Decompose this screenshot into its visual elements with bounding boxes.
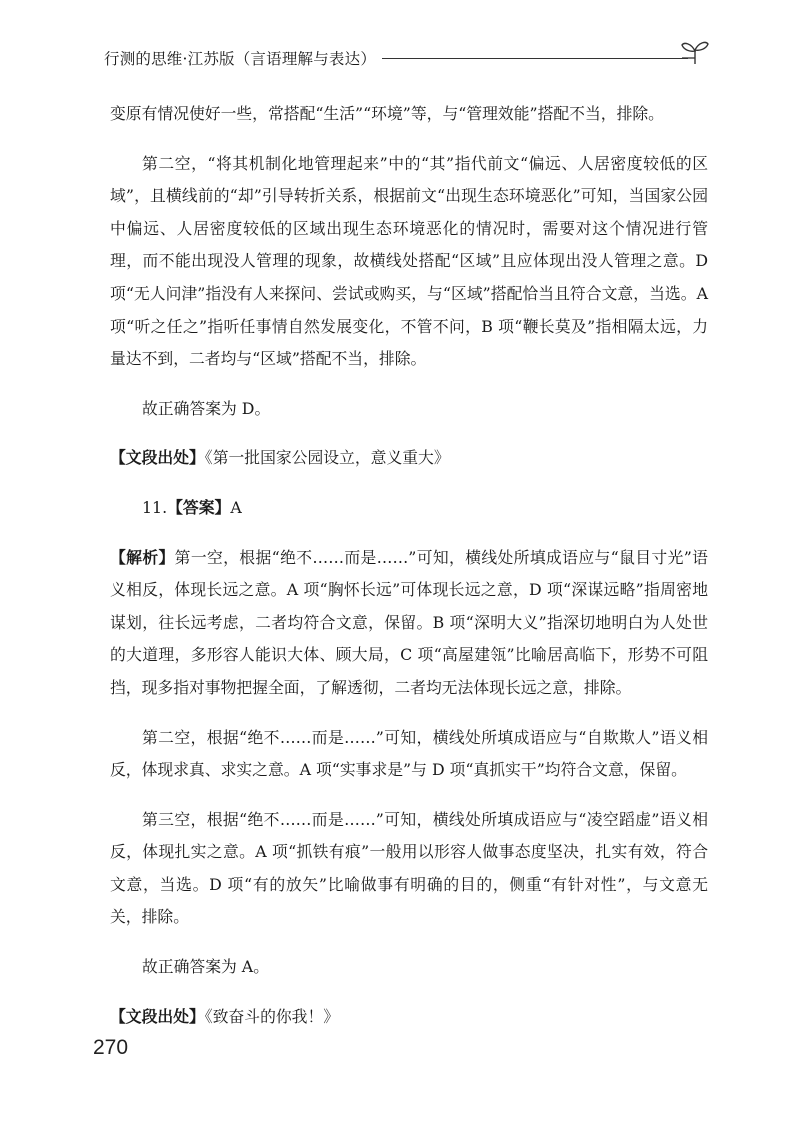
running-header (104, 38, 710, 74)
question-number: 11. (142, 497, 168, 517)
source-title: 《致奋斗的你我！》 (204, 1006, 340, 1026)
paragraph-second-blank-q10 (110, 148, 708, 376)
question-11-answer (110, 492, 708, 525)
paragraph-continuation (110, 98, 708, 131)
analysis-label: 【解析】 (110, 547, 175, 567)
answer-line-q10 (110, 393, 708, 426)
source-line-q10 (110, 442, 708, 475)
source-line-q11 (110, 1001, 708, 1034)
analysis-first-blank-q11 (110, 542, 708, 705)
source-label: 【文段出处】 (110, 1006, 205, 1026)
page-number: 270 (93, 1036, 129, 1059)
paragraph-text: 第三空，根据“绝不……而是……”可知，横线处所填成语应与“凌空蹈虚”语义相反，体现扎实之意。A 项“抓铁有痕”一般用以形容人做事态度坚决，扎实有效，符合文意，当选。D 项“有的放矢”比喻做事有明确的目的，侧重“有针对性”，与文意无关，排除。 (110, 809, 708, 927)
header-title: 行测的思维·江苏版（言语理解与表达） (104, 47, 382, 69)
answer-label: 【答案】 (167, 497, 231, 517)
paragraph-text: 变原有情况使好一些，常搭配“生活”“环境”等，与“管理效能”搭配不当，排除。 (110, 104, 664, 123)
sprout-icon (680, 38, 710, 66)
answer-value: A (230, 497, 242, 517)
paragraph-text: 第二空，“将其机制化地管理起来”中的“其”指代前文“偏远、人居密度较低的区域”，且横线前的“却”引导转折关系，根据前文“出现生态环境恶化”可知，当国家公园中偏远、人居密度较低的区域出现生态环境恶化的情况时，需要对这个情况进行管理，而不能出现没人管理的现象，故横线处搭配“区域”且应体现出没人管理之意。D 项“无人问津”指没有人来探问、尝试或购买，与“区域”搭配恰当且符合文意，当选。A 项“听之任之”指听任事情自然发展变化，不管不问，B 项“鞭长莫及”指相隔太远，力量达不到，二者均与“区域”搭配不当，排除。 (110, 153, 708, 369)
source-title: 《第一批国家公园设立，意义重大》 (204, 448, 450, 468)
source-label: 【文段出处】 (110, 448, 205, 468)
analysis-second-blank-q11 (110, 722, 708, 787)
analysis-third-blank-q11 (110, 804, 708, 934)
paragraph-text: 第一空，根据“绝不……而是……”可知，横线处所填成语应与“鼠目寸光”语义相反，体现长远之意。A 项“胸怀长远”可体现长远之意，D 项“深谋远略”指周密地谋划，往长远考虑，二者均符合文意，保留。B 项“深明大义”指深切地明白为人处世的大道理，多形容人能识大体、顾大局，C 项“高屋建瓴”比喻居高临下，形势不可阻挡，现多指对事物把握全面，了解透彻，二者均无法体现长远之意，排除。 (110, 547, 708, 697)
paragraph-text: 第二空，根据“绝不……而是……”可知，横线处所填成语应与“自欺欺人”语义相反，体现求真、求实之意。A 项“实事求是”与 D 项“真抓实干”均符合文意，保留。 (110, 727, 708, 780)
answer-line-q11 (110, 951, 708, 984)
answer-text: 故正确答案为 D。 (142, 398, 271, 418)
answer-text: 故正确答案为 A。 (142, 957, 270, 977)
page-body (110, 98, 708, 1033)
